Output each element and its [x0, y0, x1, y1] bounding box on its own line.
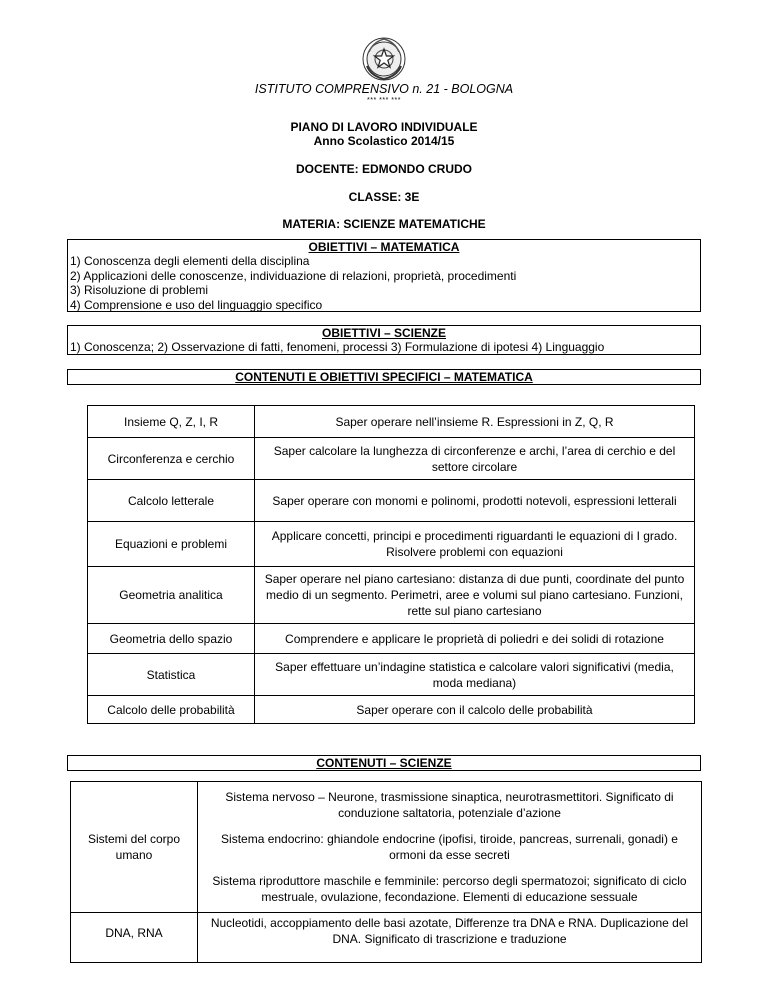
- school-name: ISTITUTO COMPRENSIVO n. 21 - BOLOGNA: [254, 82, 514, 96]
- goal-cell: Applicare concetti, principi e procedimenti riguardanti le equazioni di I grado. Risolvere problemi con equazioni: [255, 522, 695, 567]
- topic-cell: Geometria analitica: [88, 567, 255, 624]
- table-row: [71, 782, 702, 913]
- list-item: 1) Conoscenza degli elementi della disciplina: [70, 254, 310, 268]
- separator: *** *** ***: [367, 97, 401, 104]
- class: CLASSE: 3E: [348, 190, 420, 204]
- table-row: [88, 624, 695, 654]
- list-item: Sistema nervoso – Neurone, trasmissione sinaptica, neurotrasmettitori. Significato di conduzione saltatoria, potenziale d’azione: [225, 790, 674, 820]
- contenuti-matematica-title: CONTENUTI E OBIETTIVI SPECIFICI – MATEMATICA: [67, 369, 701, 385]
- list-item: 2) Applicazioni delle conoscenze, individuazione di relazioni, proprietà, procedimenti: [70, 268, 517, 283]
- obiettivi-scienze-text: 1) Conoscenza; 2) Osservazione di fatti, fenomeni, processi 3) Formulazione di ipotesi 4) Linguaggio: [70, 340, 605, 354]
- school-year: Anno Scolastico 2014/15: [313, 134, 455, 148]
- topic-cell: Geometria dello spazio: [88, 624, 255, 654]
- italian-republic-emblem-icon: [361, 36, 407, 82]
- topic-cell: Sistemi del corpo umano: [71, 782, 198, 913]
- topic-cell: DNA, RNA: [71, 913, 198, 963]
- goal-cell: Comprendere e applicare le proprietà di poliedri e dei solidi di rotazione: [255, 624, 695, 654]
- contenuti-matematica-table: [87, 405, 695, 724]
- goal-cell: Saper calcolare la lunghezza di circonferenze e archi, l’area di cerchio e del settore circolare: [255, 438, 695, 480]
- obiettivi-scienze-box: [67, 325, 701, 355]
- table-row: [88, 654, 695, 696]
- list-item: 4) Comprensione e uso del linguaggio specifico: [70, 297, 323, 312]
- list-item: Sistema riproduttore maschile e femminile: percorso degli spermatozoi; significato di ciclo mestruale, ovulazione, fecondazione. Elementi di educazione sessuale: [212, 874, 687, 904]
- goal-cell: [198, 782, 702, 913]
- obiettivi-matematica-box: [67, 239, 701, 312]
- topic-cell: Insieme Q, Z, I, R: [88, 406, 255, 438]
- contenuti-scienze-title: CONTENUTI – SCIENZE: [67, 755, 701, 771]
- plan-title: PIANO DI LAVORO INDIVIDUALE: [290, 120, 478, 134]
- list-item: Sistema endocrino: ghiandole endocrine (ipofisi, tiroide, pancreas, surrenali, gonadi) e ormoni da esse secreti: [221, 832, 678, 862]
- goal-cell: Saper effettuare un’indagine statistica e calcolare valori significativi (media, moda mediana): [255, 654, 695, 696]
- goal-cell: Saper operare con monomi e polinomi, prodotti notevoli, espressioni letterali: [255, 480, 695, 522]
- table-row: [88, 438, 695, 480]
- goal-cell: Nucleotidi, accoppiamento delle basi azotate, Differenze tra DNA e RNA. Duplicazione del DNA. Significato di trascrizione e traduzione: [198, 913, 702, 963]
- table-row: [88, 522, 695, 567]
- table-row: [88, 406, 695, 438]
- obiettivi-matematica-title: OBIETTIVI – MATEMATICA: [308, 240, 460, 254]
- topic-cell: Circonferenza e cerchio: [88, 438, 255, 480]
- list-item: 3) Risoluzione di problemi: [70, 283, 209, 297]
- topic-cell: Calcolo letterale: [88, 480, 255, 522]
- table-row: [88, 567, 695, 624]
- topic-cell: Calcolo delle probabilità: [88, 696, 255, 724]
- contenuti-scienze-table: [70, 781, 702, 963]
- table-row: [88, 696, 695, 724]
- goal-cell: Saper operare nel piano cartesiano: distanza di due punti, coordinate del punto medio di un segmento. Perimetri, aree e volumi sul piano cartesiano. Funzioni, rette sul piano cartesiano: [255, 567, 695, 624]
- teacher: DOCENTE: EDMONDO CRUDO: [296, 162, 472, 176]
- subject: MATERIA: SCIENZE MATEMATICHE: [282, 217, 486, 231]
- table-row: [71, 913, 702, 963]
- obiettivi-scienze-title: OBIETTIVI – SCIENZE: [321, 326, 447, 340]
- topic-cell: Statistica: [88, 654, 255, 696]
- table-row: [88, 480, 695, 522]
- topic-cell: Equazioni e problemi: [88, 522, 255, 567]
- goal-cell: Saper operare con il calcolo delle probabilità: [255, 696, 695, 724]
- goal-cell: Saper operare nell’insieme R. Espressioni in Z, Q, R: [255, 406, 695, 438]
